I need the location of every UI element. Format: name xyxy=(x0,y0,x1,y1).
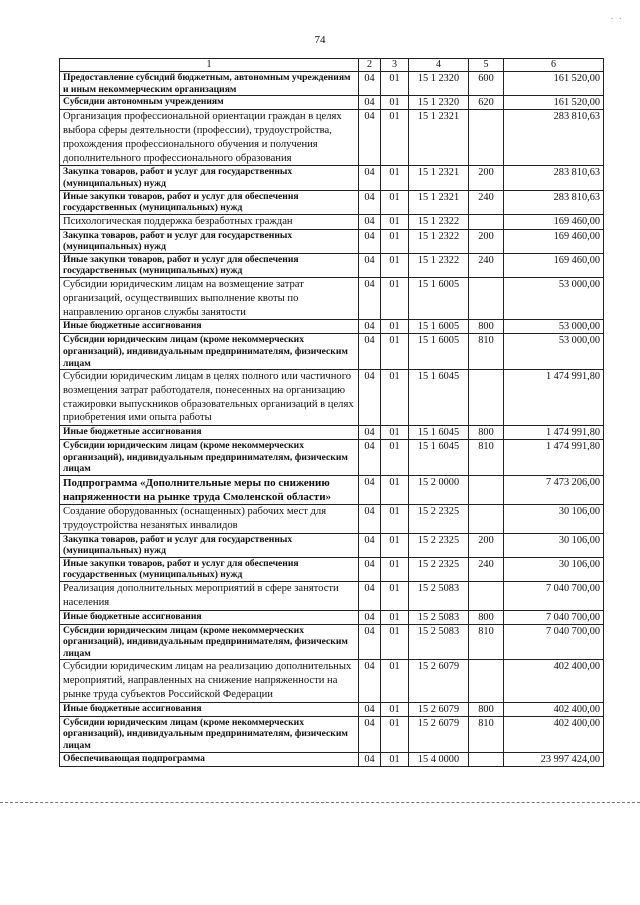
row-target-code-cell: 15 1 2321 xyxy=(409,110,469,166)
row-name-cell: Субсидии юридическим лицам (кроме некоммерческих организаций), индивидуальным предпринимателям, физическим лицам xyxy=(60,716,359,752)
row-subsection-cell: 01 xyxy=(381,476,409,505)
row-subsection-cell: 01 xyxy=(381,533,409,557)
row-section-cell: 04 xyxy=(359,110,381,166)
row-subsection-cell: 01 xyxy=(381,214,409,229)
table-row xyxy=(60,624,604,660)
header-cell: 1 xyxy=(60,59,359,72)
row-target-code-cell: 15 2 5083 xyxy=(409,610,469,624)
row-name-cell: Субсидии юридическим лицам (кроме некоммерческих организаций), индивидуальным предпринимателям, физическим лицам xyxy=(60,624,359,660)
table-row xyxy=(60,660,604,702)
row-target-code-cell: 15 1 6045 xyxy=(409,440,469,476)
row-expense-type-cell: 240 xyxy=(469,253,504,277)
row-expense-type-cell: 810 xyxy=(469,334,504,370)
row-expense-type-cell: 200 xyxy=(469,533,504,557)
row-name-cell: Обеспечивающая подпрограмма xyxy=(60,752,359,766)
table-row xyxy=(60,320,604,334)
row-name-cell: Субсидии юридическим лицам на возмещение затрат организаций, осуществивших выполнение квоты по направлению органов службы занятости xyxy=(60,277,359,319)
row-name-cell: Создание оборудованных (оснащенных) рабочих мест для трудоустройства незанятых инвалидов xyxy=(60,505,359,534)
row-amount-cell: 53 000,00 xyxy=(504,277,604,319)
row-amount-cell: 7 473 206,00 xyxy=(504,476,604,505)
row-section-cell: 04 xyxy=(359,320,381,334)
row-expense-type-cell: 200 xyxy=(469,229,504,253)
row-section-cell: 04 xyxy=(359,702,381,716)
scan-mark: · · xyxy=(610,14,622,25)
row-name-cell: Реализация дополнительных мероприятий в сфере занятости населения xyxy=(60,582,359,611)
row-expense-type-cell: 620 xyxy=(469,96,504,110)
row-amount-cell: 53 000,00 xyxy=(504,334,604,370)
header-cell: 5 xyxy=(469,59,504,72)
row-section-cell: 04 xyxy=(359,505,381,534)
row-name-cell: Иные бюджетные ассигнования xyxy=(60,702,359,716)
budget-table xyxy=(59,58,604,767)
row-subsection-cell: 01 xyxy=(381,190,409,214)
row-amount-cell: 1 474 991,80 xyxy=(504,440,604,476)
row-name-cell: Субсидии юридическим лицам (кроме некоммерческих организаций), индивидуальным предпринимателям, физическим лицам xyxy=(60,440,359,476)
row-name-cell: Закупка товаров, работ и услуг для государственных (муниципальных) нужд xyxy=(60,229,359,253)
row-name-cell: Закупка товаров, работ и услуг для государственных (муниципальных) нужд xyxy=(60,533,359,557)
table-row xyxy=(60,214,604,229)
table-row xyxy=(60,426,604,440)
table-row xyxy=(60,72,604,96)
row-section-cell: 04 xyxy=(359,557,381,581)
row-amount-cell: 7 040 700,00 xyxy=(504,610,604,624)
row-target-code-cell: 15 2 2325 xyxy=(409,533,469,557)
row-expense-type-cell: 800 xyxy=(469,320,504,334)
header-cell: 4 xyxy=(409,59,469,72)
row-subsection-cell: 01 xyxy=(381,229,409,253)
row-section-cell: 04 xyxy=(359,229,381,253)
row-name-cell: Иные закупки товаров, работ и услуг для обеспечения государственных (муниципальных) нужд xyxy=(60,557,359,581)
row-amount-cell: 30 106,00 xyxy=(504,557,604,581)
row-expense-type-cell: 800 xyxy=(469,702,504,716)
row-subsection-cell: 01 xyxy=(381,370,409,426)
row-subsection-cell: 01 xyxy=(381,582,409,611)
row-name-cell: Психологическая поддержка безработных граждан xyxy=(60,214,359,229)
row-section-cell: 04 xyxy=(359,476,381,505)
row-expense-type-cell xyxy=(469,660,504,702)
row-expense-type-cell: 800 xyxy=(469,610,504,624)
row-name-cell: Организация профессиональной ориентации граждан в целях выбора сферы деятельности (профессии), трудоустройства, прохождения профессионального обучения и получения дополнительного профессионального образования xyxy=(60,110,359,166)
row-target-code-cell: 15 1 6045 xyxy=(409,426,469,440)
row-name-cell: Подпрограмма «Дополнительные меры по снижению напряженности на рынке труда Смоленской области» xyxy=(60,476,359,505)
row-amount-cell: 169 460,00 xyxy=(504,229,604,253)
table-row xyxy=(60,190,604,214)
table-row xyxy=(60,533,604,557)
row-expense-type-cell: 240 xyxy=(469,557,504,581)
row-section-cell: 04 xyxy=(359,370,381,426)
row-subsection-cell: 01 xyxy=(381,426,409,440)
row-subsection-cell: 01 xyxy=(381,557,409,581)
row-section-cell: 04 xyxy=(359,582,381,611)
table-row xyxy=(60,277,604,319)
row-subsection-cell: 01 xyxy=(381,277,409,319)
header-cell: 3 xyxy=(381,59,409,72)
row-name-cell: Закупка товаров, работ и услуг для государственных (муниципальных) нужд xyxy=(60,166,359,190)
row-subsection-cell: 01 xyxy=(381,96,409,110)
table-row xyxy=(60,716,604,752)
row-name-cell: Иные бюджетные ассигнования xyxy=(60,426,359,440)
row-subsection-cell: 01 xyxy=(381,660,409,702)
row-subsection-cell: 01 xyxy=(381,610,409,624)
row-amount-cell: 161 520,00 xyxy=(504,72,604,96)
row-expense-type-cell: 800 xyxy=(469,426,504,440)
row-subsection-cell: 01 xyxy=(381,253,409,277)
table-row xyxy=(60,610,604,624)
row-target-code-cell: 15 2 2325 xyxy=(409,505,469,534)
row-section-cell: 04 xyxy=(359,334,381,370)
table-header-row xyxy=(60,59,604,72)
row-subsection-cell: 01 xyxy=(381,72,409,96)
row-target-code-cell: 15 2 6079 xyxy=(409,660,469,702)
row-section-cell: 04 xyxy=(359,190,381,214)
row-target-code-cell: 15 1 2322 xyxy=(409,214,469,229)
table-row xyxy=(60,440,604,476)
row-expense-type-cell xyxy=(469,476,504,505)
row-target-code-cell: 15 2 6079 xyxy=(409,702,469,716)
page-number: 74 xyxy=(314,34,326,46)
row-expense-type-cell: 600 xyxy=(469,72,504,96)
row-target-code-cell: 15 1 2320 xyxy=(409,96,469,110)
table-row xyxy=(60,557,604,581)
row-amount-cell: 30 106,00 xyxy=(504,505,604,534)
row-name-cell: Иные закупки товаров, работ и услуг для обеспечения государственных (муниципальных) нужд xyxy=(60,253,359,277)
row-section-cell: 04 xyxy=(359,660,381,702)
table-row xyxy=(60,702,604,716)
row-section-cell: 04 xyxy=(359,96,381,110)
row-expense-type-cell: 200 xyxy=(469,166,504,190)
row-amount-cell: 402 400,00 xyxy=(504,716,604,752)
row-subsection-cell: 01 xyxy=(381,166,409,190)
row-amount-cell: 53 000,00 xyxy=(504,320,604,334)
row-name-cell: Иные закупки товаров, работ и услуг для обеспечения государственных (муниципальных) нужд xyxy=(60,190,359,214)
table-row xyxy=(60,752,604,766)
row-amount-cell: 7 040 700,00 xyxy=(504,582,604,611)
row-target-code-cell: 15 1 2322 xyxy=(409,253,469,277)
row-section-cell: 04 xyxy=(359,752,381,766)
table-row xyxy=(60,110,604,166)
row-target-code-cell: 15 1 6005 xyxy=(409,277,469,319)
row-section-cell: 04 xyxy=(359,533,381,557)
row-subsection-cell: 01 xyxy=(381,716,409,752)
row-name-cell: Субсидии юридическим лицам на реализацию дополнительных мероприятий, направленных на снижение напряженности на рынке труда субъектов Российской Федерации xyxy=(60,660,359,702)
row-target-code-cell: 15 2 2325 xyxy=(409,557,469,581)
header-cell: 6 xyxy=(504,59,604,72)
row-target-code-cell: 15 2 5083 xyxy=(409,582,469,611)
table-row xyxy=(60,370,604,426)
table-row xyxy=(60,476,604,505)
row-name-cell: Субсидии юридическим лицам в целях полного или частичного возмещения затрат работодателя, понесенных на организацию стажировки выпускников образовательных организаций в целях приобретения ими опыта работы xyxy=(60,370,359,426)
table-row xyxy=(60,166,604,190)
row-expense-type-cell xyxy=(469,582,504,611)
row-target-code-cell: 15 4 0000 xyxy=(409,752,469,766)
row-target-code-cell: 15 2 6079 xyxy=(409,716,469,752)
row-expense-type-cell xyxy=(469,214,504,229)
row-amount-cell: 1 474 991,80 xyxy=(504,426,604,440)
table-row xyxy=(60,253,604,277)
scan-cut-line xyxy=(0,802,640,803)
row-section-cell: 04 xyxy=(359,440,381,476)
row-amount-cell: 161 520,00 xyxy=(504,96,604,110)
row-subsection-cell: 01 xyxy=(381,505,409,534)
row-target-code-cell: 15 1 6045 xyxy=(409,370,469,426)
row-target-code-cell: 15 1 2322 xyxy=(409,229,469,253)
row-subsection-cell: 01 xyxy=(381,320,409,334)
row-amount-cell: 169 460,00 xyxy=(504,253,604,277)
row-amount-cell: 402 400,00 xyxy=(504,702,604,716)
row-amount-cell: 402 400,00 xyxy=(504,660,604,702)
row-target-code-cell: 15 1 2321 xyxy=(409,166,469,190)
row-amount-cell: 7 040 700,00 xyxy=(504,624,604,660)
row-section-cell: 04 xyxy=(359,426,381,440)
row-subsection-cell: 01 xyxy=(381,110,409,166)
row-section-cell: 04 xyxy=(359,716,381,752)
row-section-cell: 04 xyxy=(359,253,381,277)
row-amount-cell: 30 106,00 xyxy=(504,533,604,557)
row-expense-type-cell xyxy=(469,370,504,426)
row-amount-cell: 169 460,00 xyxy=(504,214,604,229)
row-amount-cell: 23 997 424,00 xyxy=(504,752,604,766)
row-name-cell: Субсидии юридическим лицам (кроме некоммерческих организаций), индивидуальным предпринимателям, физическим лицам xyxy=(60,334,359,370)
row-target-code-cell: 15 1 2320 xyxy=(409,72,469,96)
row-section-cell: 04 xyxy=(359,166,381,190)
row-name-cell: Иные бюджетные ассигнования xyxy=(60,320,359,334)
row-section-cell: 04 xyxy=(359,277,381,319)
table-row xyxy=(60,334,604,370)
row-section-cell: 04 xyxy=(359,610,381,624)
row-target-code-cell: 15 1 6005 xyxy=(409,334,469,370)
row-expense-type-cell: 810 xyxy=(469,716,504,752)
row-expense-type-cell xyxy=(469,110,504,166)
row-name-cell: Предоставление субсидий бюджетным, автономным учреждениям и иным некоммерческим организациям xyxy=(60,72,359,96)
row-expense-type-cell xyxy=(469,505,504,534)
row-expense-type-cell: 810 xyxy=(469,624,504,660)
row-expense-type-cell: 240 xyxy=(469,190,504,214)
header-cell: 2 xyxy=(359,59,381,72)
row-expense-type-cell: 810 xyxy=(469,440,504,476)
table-row xyxy=(60,96,604,110)
table-row xyxy=(60,505,604,534)
row-amount-cell: 283 810,63 xyxy=(504,166,604,190)
row-expense-type-cell xyxy=(469,752,504,766)
row-section-cell: 04 xyxy=(359,214,381,229)
row-section-cell: 04 xyxy=(359,72,381,96)
table-row xyxy=(60,582,604,611)
table-row xyxy=(60,229,604,253)
row-name-cell: Иные бюджетные ассигнования xyxy=(60,610,359,624)
row-amount-cell: 283 810,63 xyxy=(504,190,604,214)
row-subsection-cell: 01 xyxy=(381,624,409,660)
row-subsection-cell: 01 xyxy=(381,752,409,766)
row-amount-cell: 1 474 991,80 xyxy=(504,370,604,426)
row-target-code-cell: 15 2 5083 xyxy=(409,624,469,660)
row-section-cell: 04 xyxy=(359,624,381,660)
row-subsection-cell: 01 xyxy=(381,440,409,476)
row-expense-type-cell xyxy=(469,277,504,319)
row-amount-cell: 283 810,63 xyxy=(504,110,604,166)
row-target-code-cell: 15 2 0000 xyxy=(409,476,469,505)
row-subsection-cell: 01 xyxy=(381,334,409,370)
row-target-code-cell: 15 1 2321 xyxy=(409,190,469,214)
row-name-cell: Субсидии автономным учреждениям xyxy=(60,96,359,110)
row-target-code-cell: 15 1 6005 xyxy=(409,320,469,334)
row-subsection-cell: 01 xyxy=(381,702,409,716)
